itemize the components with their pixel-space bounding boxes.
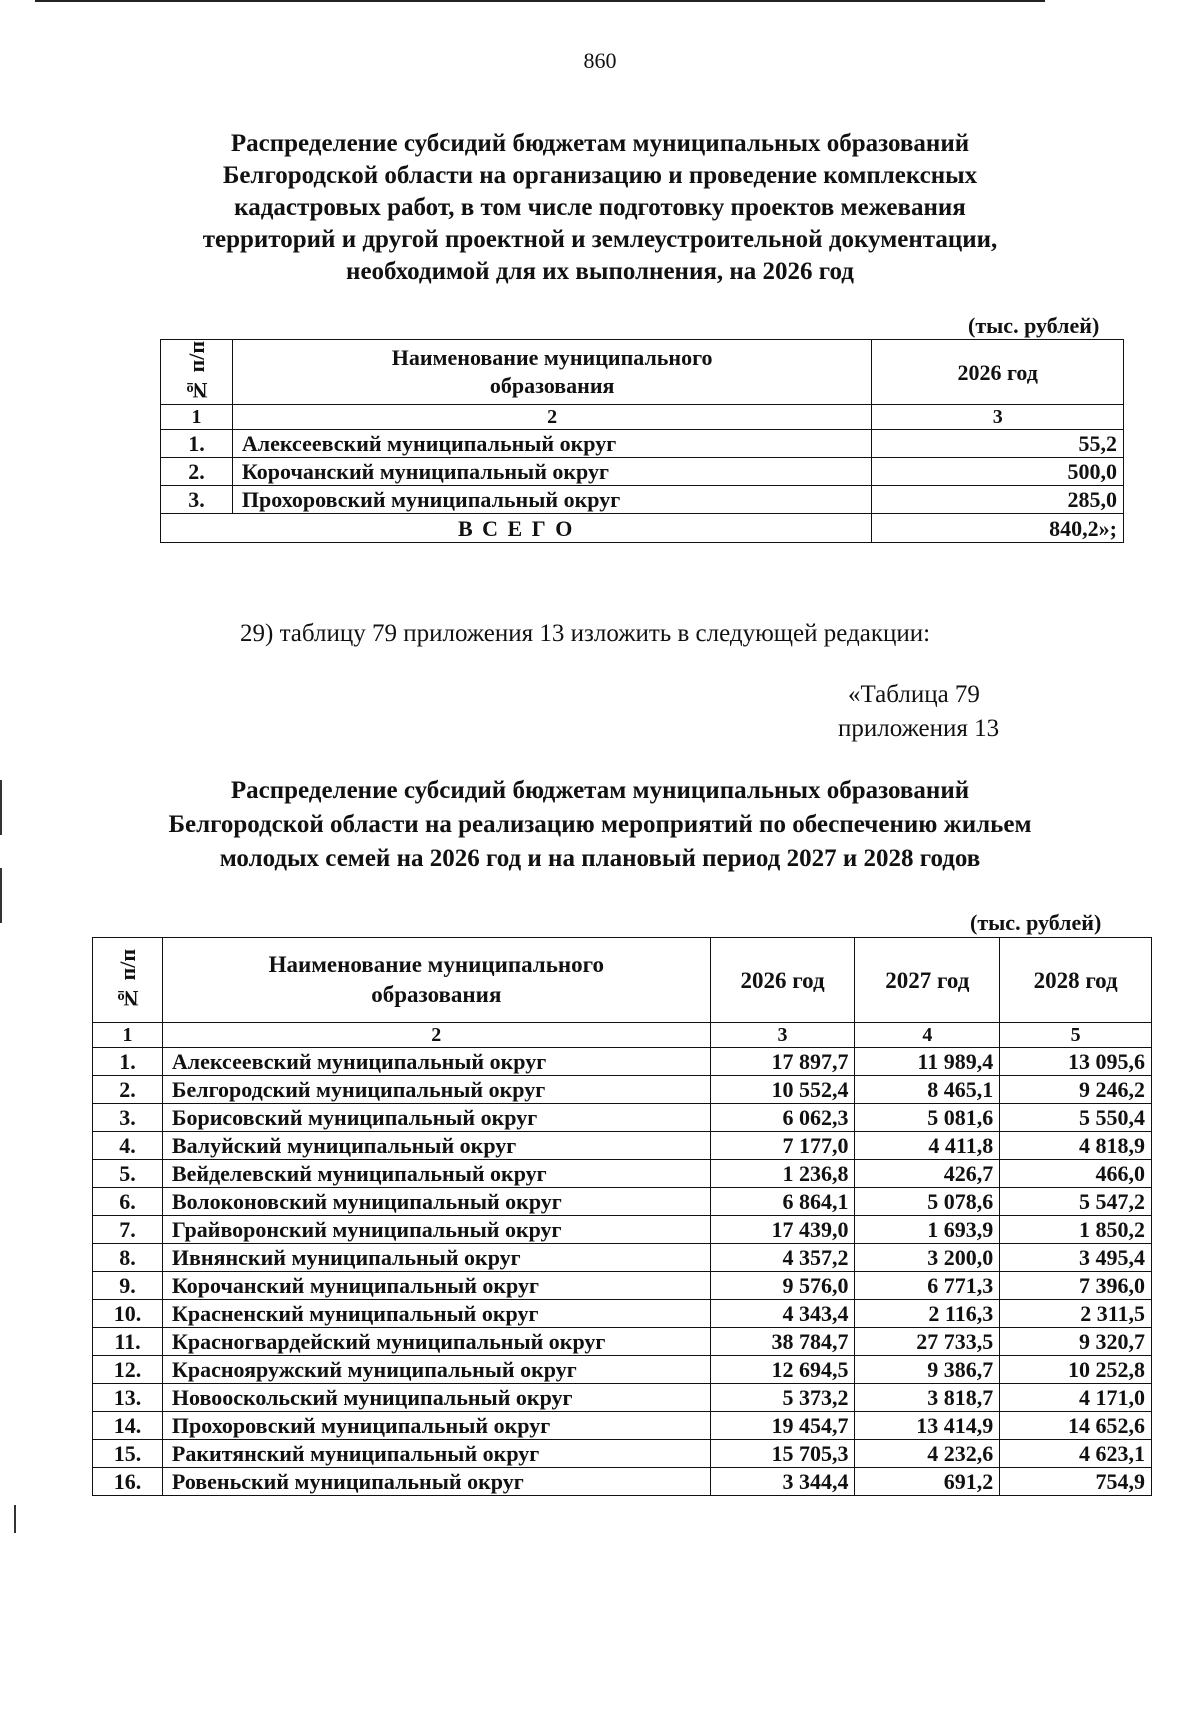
section2-title (100, 774, 1100, 876)
row-number: 13. (93, 1384, 163, 1412)
municipality-name: Белгородский муниципальный округ (162, 1076, 710, 1104)
value-2026: 10 552,4 (710, 1076, 855, 1104)
section1-title (100, 128, 1100, 288)
value-2026: 4 343,4 (710, 1300, 855, 1328)
row-number: 16. (93, 1468, 163, 1496)
value-2028: 466,0 (1000, 1160, 1152, 1188)
table-row (93, 1076, 1152, 1104)
title-line: необходимой для их выполнения, на 2026 год (346, 258, 854, 285)
column-number-row (161, 405, 1124, 430)
value-2028: 13 095,6 (1000, 1048, 1152, 1076)
value-2027: 6 771,3 (855, 1272, 1000, 1300)
value-2026: 38 784,7 (710, 1328, 855, 1356)
row-number: 3. (93, 1104, 163, 1132)
municipality-name: Волоконовский муниципальный округ (162, 1188, 710, 1216)
table-row (93, 1412, 1152, 1440)
table-row (93, 1328, 1152, 1356)
municipality-name: Краснояружский муниципальный округ (162, 1356, 710, 1384)
value-2028: 754,9 (1000, 1468, 1152, 1496)
row-number: 6. (93, 1188, 163, 1216)
value-2028: 4 171,0 (1000, 1384, 1152, 1412)
table-row (93, 1132, 1152, 1160)
value-2026: 5 373,2 (710, 1384, 855, 1412)
municipality-name: Ивнянский муниципальный округ (162, 1244, 710, 1272)
value-2026: 500,0 (872, 458, 1124, 486)
title-line: молодых семей на 2026 год и на плановый период 2027 и 2028 годов (219, 845, 981, 872)
value-2026: 17 439,0 (710, 1216, 855, 1244)
header-2026: 2026 год (872, 340, 1124, 405)
municipality-name: Новооскольский муниципальный округ (162, 1384, 710, 1412)
table-row (93, 1048, 1152, 1076)
value-2028: 9 320,7 (1000, 1328, 1152, 1356)
header-2027: 2027 год (855, 938, 1000, 1023)
value-2026: 7 177,0 (710, 1132, 855, 1160)
table-row (93, 1384, 1152, 1412)
municipality-name: Алексеевский муниципальный округ (162, 1048, 710, 1076)
value-2027: 2 116,3 (855, 1300, 1000, 1328)
row-number: 2. (161, 458, 233, 486)
table-row (93, 1440, 1152, 1468)
value-2028: 9 246,2 (1000, 1076, 1152, 1104)
column-number: 1 (161, 405, 233, 430)
units-label: (тыс. рублей) (970, 910, 1102, 935)
row-number: 9. (93, 1272, 163, 1300)
municipality-name: Грайворонский муниципальный округ (162, 1216, 710, 1244)
table-row (93, 1272, 1152, 1300)
header-num (161, 340, 233, 405)
value-2027: 5 081,6 (855, 1104, 1000, 1132)
amendment-paragraph: 29) таблицу 79 приложения 13 изложить в следующей редакции: (240, 620, 931, 647)
table-row (93, 1468, 1152, 1496)
title-line: кадастровых работ, в том числе подготовку проектов межевания (234, 194, 966, 221)
value-2028: 5 547,2 (1000, 1188, 1152, 1216)
page-number: 860 (583, 48, 617, 73)
value-2027: 3 200,0 (855, 1244, 1000, 1272)
value-2028: 14 652,6 (1000, 1412, 1152, 1440)
table-row (93, 1244, 1152, 1272)
title-line: Белгородской области на реализацию мероприятий по обеспечению жильем (168, 811, 1032, 838)
municipality-name: Вейделевский муниципальный округ (162, 1160, 710, 1188)
value-2026: 6 062,3 (710, 1104, 855, 1132)
table-row (93, 1188, 1152, 1216)
table-row (93, 1356, 1152, 1384)
margin-mark (14, 1505, 16, 1533)
row-number: 12. (93, 1356, 163, 1384)
value-2027: 4 232,6 (855, 1440, 1000, 1468)
total-row (161, 514, 1124, 543)
table-reference (838, 678, 999, 746)
value-2027: 691,2 (855, 1468, 1000, 1496)
header-2026: 2026 год (710, 938, 855, 1023)
value-2027: 9 386,7 (855, 1356, 1000, 1384)
header-name-line2: образования (371, 982, 502, 1007)
value-2028: 10 252,8 (1000, 1356, 1152, 1384)
row-number: 1. (93, 1048, 163, 1076)
row-number: 5. (93, 1160, 163, 1188)
table-header-row (93, 938, 1152, 1023)
header-name-line1: Наименование муниципального (268, 952, 604, 977)
column-number: 1 (93, 1023, 163, 1048)
table-row (161, 486, 1124, 514)
value-2028: 4 623,1 (1000, 1440, 1152, 1468)
value-2027: 5 078,6 (855, 1188, 1000, 1216)
table-row (161, 430, 1124, 458)
municipality-name: Ракитянский муниципальный округ (162, 1440, 710, 1468)
municipality-name: Ровеньский муниципальный округ (162, 1468, 710, 1496)
value-2026: 15 705,3 (710, 1440, 855, 1468)
table-row (161, 458, 1124, 486)
value-2027: 13 414,9 (855, 1412, 1000, 1440)
header-num (93, 938, 163, 1023)
value-2028: 3 495,4 (1000, 1244, 1152, 1272)
table-section1 (160, 339, 1124, 543)
municipality-name: Красногвардейский муниципальный округ (162, 1328, 710, 1356)
table-section2 (92, 937, 1152, 1496)
value-2027: 11 989,4 (855, 1048, 1000, 1076)
value-2026: 1 236,8 (710, 1160, 855, 1188)
table-header-row (161, 340, 1124, 405)
column-number: 2 (232, 405, 871, 430)
row-number: 7. (93, 1216, 163, 1244)
value-2027: 8 465,1 (855, 1076, 1000, 1104)
title-line: Распределение субсидий бюджетам муниципальных образований (230, 777, 970, 804)
value-2028: 4 818,9 (1000, 1132, 1152, 1160)
municipality-name: Борисовский муниципальный округ (162, 1104, 710, 1132)
header-name-line2: образования (489, 373, 615, 398)
margin-mark (0, 868, 2, 923)
value-2028: 2 311,5 (1000, 1300, 1152, 1328)
table-reference-line2: приложения 13 (838, 715, 1000, 742)
units-label: (тыс. рублей) (968, 313, 1100, 338)
value-2028: 1 850,2 (1000, 1216, 1152, 1244)
table-reference-line1: «Таблица 79 (848, 681, 980, 708)
row-number: 10. (93, 1300, 163, 1328)
header-name (232, 340, 871, 405)
table-row (93, 1160, 1152, 1188)
value-2026: 17 897,7 (710, 1048, 855, 1076)
municipality-name: Корочанский муниципальный округ (232, 458, 871, 486)
header-name (162, 938, 710, 1023)
value-2026: 19 454,7 (710, 1412, 855, 1440)
header-num-label: № п/п (183, 341, 209, 403)
value-2026: 55,2 (872, 430, 1124, 458)
table-row (93, 1104, 1152, 1132)
header-num-label: № п/п (114, 949, 140, 1011)
municipality-name: Корочанский муниципальный округ (162, 1272, 710, 1300)
title-line: территорий и другой проектной и землеустроительной документации, (202, 226, 998, 253)
value-2028: 7 396,0 (1000, 1272, 1152, 1300)
row-number: 3. (161, 486, 233, 514)
column-number-row (93, 1023, 1152, 1048)
column-number: 3 (872, 405, 1124, 430)
municipality-name: Красненский муниципальный округ (162, 1300, 710, 1328)
column-number: 2 (162, 1023, 710, 1048)
header-2028: 2028 год (1000, 938, 1152, 1023)
column-number: 4 (855, 1023, 1000, 1048)
value-2027: 4 411,8 (855, 1132, 1000, 1160)
table-row (93, 1216, 1152, 1244)
title-line: Белгородской области на организацию и проведение комплексных (222, 162, 978, 189)
value-2026: 9 576,0 (710, 1272, 855, 1300)
row-number: 15. (93, 1440, 163, 1468)
value-2027: 1 693,9 (855, 1216, 1000, 1244)
row-number: 11. (93, 1328, 163, 1356)
top-rule (35, 0, 1045, 2)
municipality-name: Алексеевский муниципальный округ (232, 430, 871, 458)
value-2026: 12 694,5 (710, 1356, 855, 1384)
row-number: 4. (93, 1132, 163, 1160)
row-number: 1. (161, 430, 233, 458)
municipality-name: Прохоровский муниципальный округ (162, 1412, 710, 1440)
value-2027: 3 818,7 (855, 1384, 1000, 1412)
value-2026: 285,0 (872, 486, 1124, 514)
municipality-name: Валуйский муниципальный округ (162, 1132, 710, 1160)
table-row (93, 1300, 1152, 1328)
value-2026: 4 357,2 (710, 1244, 855, 1272)
value-2026: 3 344,4 (710, 1468, 855, 1496)
value-2026: 6 864,1 (710, 1188, 855, 1216)
row-number: 2. (93, 1076, 163, 1104)
value-2027: 426,7 (855, 1160, 1000, 1188)
row-number: 8. (93, 1244, 163, 1272)
total-label: В С Е Г О (161, 514, 872, 543)
title-line: Распределение субсидий бюджетам муниципальных образований (230, 130, 970, 157)
header-name-line1: Наименование муниципального (391, 345, 713, 370)
column-number: 3 (710, 1023, 855, 1048)
margin-mark (0, 780, 2, 835)
total-value: 840,2»; (872, 514, 1124, 543)
municipality-name: Прохоровский муниципальный округ (232, 486, 871, 514)
value-2027: 27 733,5 (855, 1328, 1000, 1356)
value-2028: 5 550,4 (1000, 1104, 1152, 1132)
column-number: 5 (1000, 1023, 1152, 1048)
row-number: 14. (93, 1412, 163, 1440)
